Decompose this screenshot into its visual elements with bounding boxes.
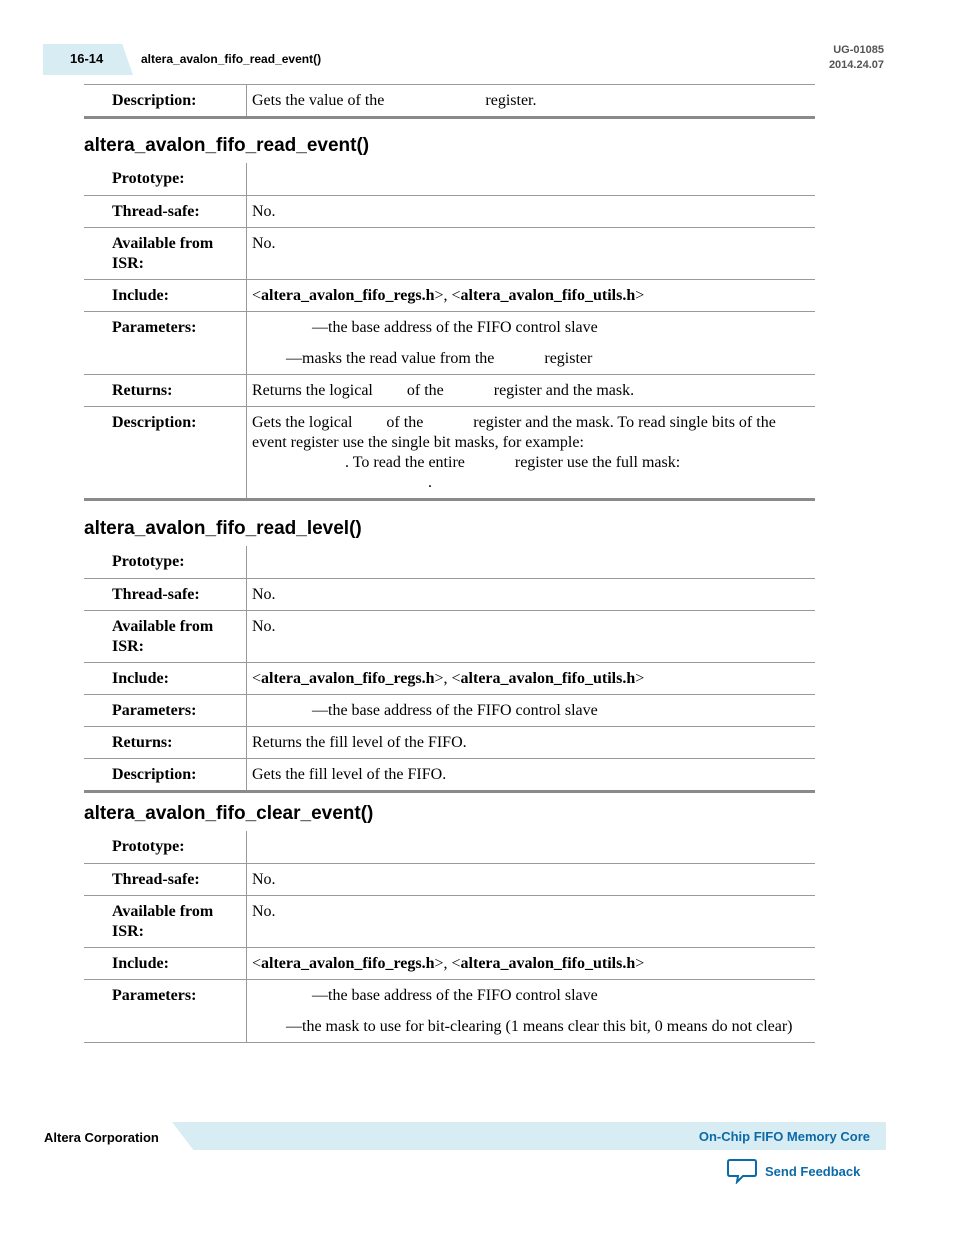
row-value: —the base address of the FIFO control slave —the mask to use for bit-clearing (1 means clear this bit, 0 means do not clear) <box>247 979 816 1042</box>
row-value: No. <box>247 895 816 947</box>
row-label: Include: <box>84 662 247 694</box>
row-label: Description: <box>84 406 247 499</box>
row-value: Returns the fill level of the FIFO. <box>247 726 816 758</box>
row-value: No. <box>247 863 816 895</box>
row-label: Parameters: <box>84 979 247 1042</box>
running-title: altera_avalon_fifo_read_event() <box>141 52 322 66</box>
row-label: Returns: <box>84 374 247 406</box>
table-read-event <box>84 163 815 501</box>
row-value: No. <box>247 227 816 279</box>
top-table <box>84 84 815 119</box>
row-label: Description: <box>84 85 247 118</box>
speech-bubble-icon <box>727 1158 757 1184</box>
row-value: Gets the value of the register. <box>247 85 816 118</box>
row-label: Prototype: <box>84 831 247 863</box>
row-value: No. <box>247 578 816 610</box>
row-value <box>247 831 816 863</box>
send-feedback-link[interactable] <box>727 1158 860 1184</box>
row-label: Include: <box>84 947 247 979</box>
row-label: Prototype: <box>84 546 247 578</box>
row-value: No. <box>247 195 816 227</box>
section-title-clear-event: altera_avalon_fifo_clear_event() <box>84 803 374 824</box>
row-value: Gets the logical of the register and the mask. To read single bits of the event register use the single bit masks, for example: . To read the entire register use the full mask: . <box>247 406 816 499</box>
row-label: Include: <box>84 279 247 311</box>
row-value: No. <box>247 610 816 662</box>
row-label: Thread-safe: <box>84 195 247 227</box>
section-title-read-level: altera_avalon_fifo_read_level() <box>84 518 362 539</box>
row-label: Thread-safe: <box>84 578 247 610</box>
row-label: Thread-safe: <box>84 863 247 895</box>
row-value: —the base address of the FIFO control slave <box>247 694 816 726</box>
company-name: Altera Corporation <box>44 1130 159 1145</box>
send-feedback-label[interactable]: Send Feedback <box>765 1163 861 1179</box>
row-label: Available from ISR: <box>84 895 247 947</box>
row-label: Parameters: <box>84 694 247 726</box>
row-value: <altera_avalon_fifo_regs.h>, <altera_avalon_fifo_utils.h> <box>247 662 816 694</box>
doc-id: UG-01085 <box>833 44 884 56</box>
row-label: Returns: <box>84 726 247 758</box>
doc-date: 2014.24.07 <box>828 59 884 71</box>
row-value: Gets the fill level of the FIFO. <box>247 758 816 791</box>
row-label: Available from ISR: <box>84 227 247 279</box>
page-number: 16-14 <box>70 51 104 66</box>
doc-info <box>829 43 884 73</box>
table-clear-event <box>84 831 815 1043</box>
row-label: Description: <box>84 758 247 791</box>
row-value <box>247 546 816 578</box>
row-value: <altera_avalon_fifo_regs.h>, <altera_avalon_fifo_utils.h> <box>247 279 816 311</box>
row-value: —the base address of the FIFO control slave —masks the read value from the register <box>247 311 816 374</box>
section-title-read-event: altera_avalon_fifo_read_event() <box>84 135 370 156</box>
row-label: Available from ISR: <box>84 610 247 662</box>
row-value: Returns the logical of the register and the mask. <box>247 374 816 406</box>
row-value <box>247 163 816 195</box>
table-read-level <box>84 546 815 793</box>
row-value: <altera_avalon_fifo_regs.h>, <altera_avalon_fifo_utils.h> <box>247 947 816 979</box>
doc-title-link[interactable]: On-Chip FIFO Memory Core <box>698 1129 870 1144</box>
row-label: Parameters: <box>84 311 247 374</box>
row-label: Prototype: <box>84 163 247 195</box>
